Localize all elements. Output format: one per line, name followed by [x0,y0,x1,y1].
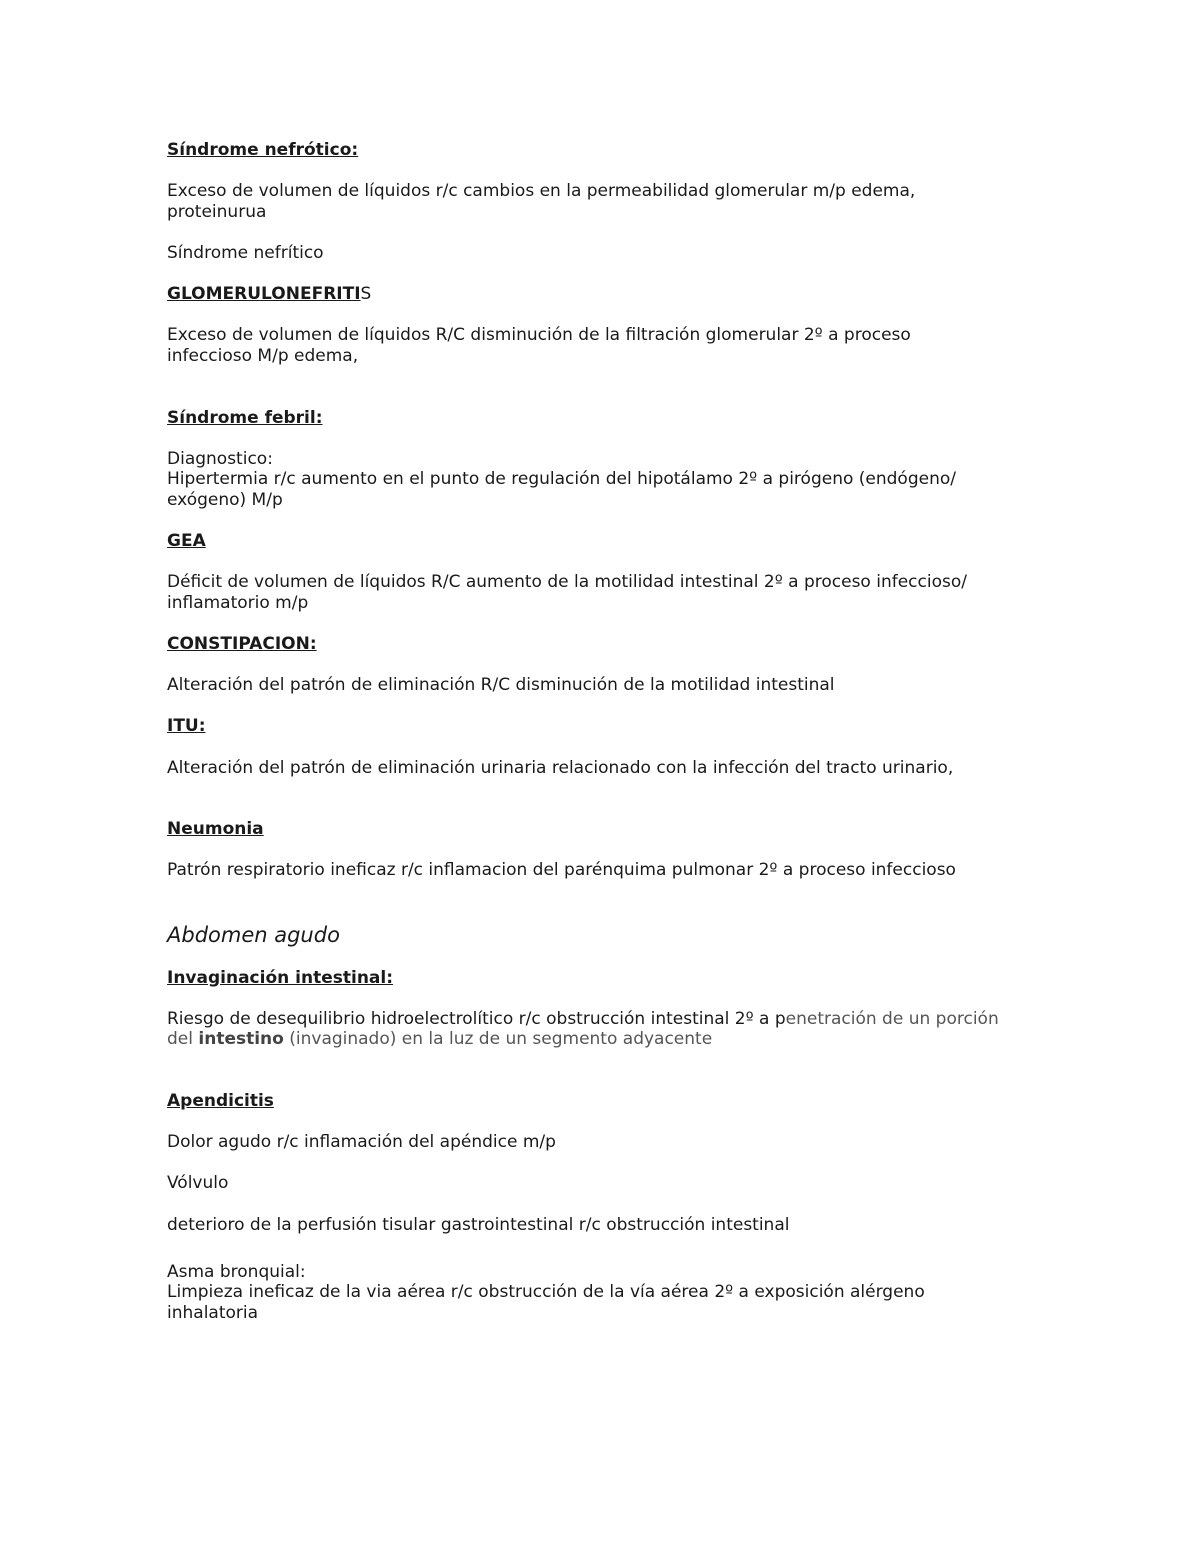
text-line [167,1029,712,1049]
text-line: inflamatorio m/p [167,593,309,613]
label-asma-bronquial: Asma bronquial: [167,1262,306,1282]
heading-apendicitis: Apendicitis [167,1091,274,1111]
text-part-bold: intestino [198,1029,284,1049]
heading-constipacion: CONSTIPACION: [167,634,317,654]
text-line: exógeno) M/p [167,490,283,510]
text-line: Exceso de volumen de líquidos r/c cambios en la permeabilidad glomerular m/p edema, [167,181,916,201]
text-line: Hipertermia r/c aumento en el punto de regulación del hipotálamo 2º a pirógeno (endógeno/ [167,469,956,489]
text-line: infeccioso M/p edema, [167,346,359,366]
text-part: Riesgo de desequilibrio hidroelectrolítico r/c obstrucción intestinal 2º a p [167,1009,786,1029]
label-volvulo: Vólvulo [167,1173,229,1193]
heading-neumonia: Neumonia [167,819,264,839]
text-line: Alteración del patrón de eliminación R/C disminución de la motilidad intestinal [167,675,835,695]
text-line: proteinurua [167,202,267,222]
text-line: Dolor agudo r/c inflamación del apéndice m/p [167,1132,556,1152]
text-line: Limpieza ineficaz de la via aérea r/c obstrucción de la vía aérea 2º a exposición alérgeno [167,1282,925,1302]
text-line: Déficit de volumen de líquidos R/C aumento de la motilidad intestinal 2º a proceso infeccioso/ [167,572,967,592]
heading-part: GLOMERULONEFRITI [167,284,361,304]
heading-sindrome-nefrotico: Síndrome nefrótico: [167,140,359,160]
section-title-abdomen-agudo: Abdomen agudo [167,923,340,947]
text-line: Diagnostico: [167,449,273,469]
label-sindrome-nefritico: Síndrome nefrítico [167,243,324,263]
heading-sindrome-febril: Síndrome febril: [167,408,323,428]
text-line [167,1009,999,1029]
heading-gea: GEA [167,531,206,551]
text-part: del [167,1029,199,1049]
text-line: inhalatoria [167,1303,259,1323]
text-part: enetración de un porción [785,1009,999,1029]
heading-part: S [360,284,372,304]
heading-glomerulonefritis [167,284,371,304]
text-line: Patrón respiratorio ineficaz r/c inflamacion del parénquima pulmonar 2º a proceso infeccioso [167,860,956,880]
text-line: Alteración del patrón de eliminación urinaria relacionado con la infección del tracto urinario, [167,758,954,778]
text-part: (invaginado) en la luz de un segmento adyacente [283,1029,713,1049]
text-line: Exceso de volumen de líquidos R/C disminución de la filtración glomerular 2º a proceso [167,325,911,345]
heading-itu: ITU: [167,716,206,736]
heading-invaginacion-intestinal: Invaginación intestinal: [167,968,394,988]
text-line: deterioro de la perfusión tisular gastrointestinal r/c obstrucción intestinal [167,1215,790,1235]
